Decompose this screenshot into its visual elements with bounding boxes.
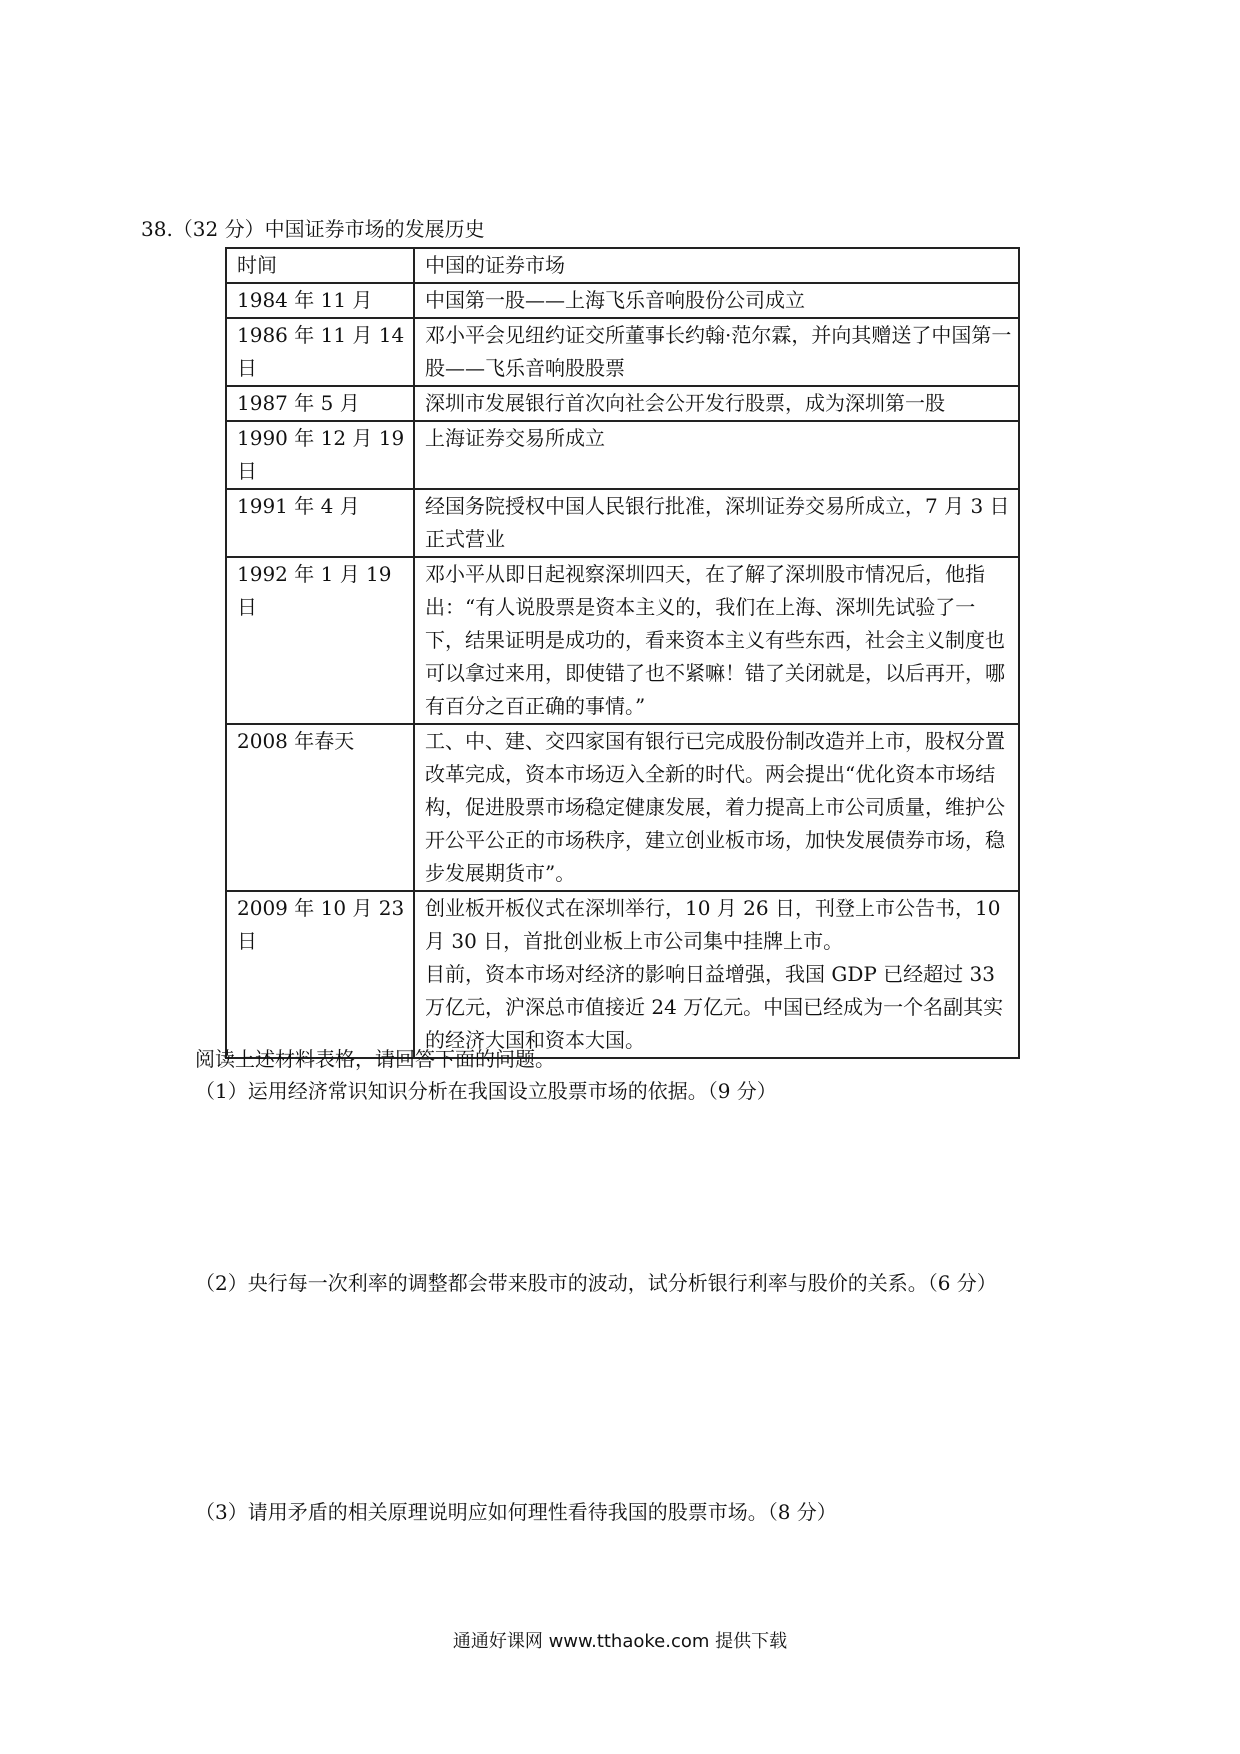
event-text: 工、中、建、交四家国有银行已完成股份制改造并上市，股权分置改革完成，资本市场迈入全新的时代。两会提出“优化资本市场结构，促进股票市场稳定健康发展，着力提高上市公司质量，维护公开公平公正的市场秩序，建立创业板市场，加快发展债券市场，稳步发展期货市”。 (425, 729, 1005, 885)
table-row (226, 386, 1019, 421)
row-time: 1992 年 1 月 19 日 (226, 557, 414, 724)
table-row (226, 421, 1019, 489)
row-time: 1984 年 11 月 (226, 283, 414, 318)
table-header-row (226, 248, 1019, 283)
event-text: 经国务院授权中国人民银行批准，深圳证券交易所成立，7 月 3 日正式营业 (425, 494, 1010, 551)
row-time: 1990 年 12 月 19 日 (226, 421, 414, 489)
table-row (226, 283, 1019, 318)
event-text: 上海证券交易所成立 (425, 426, 605, 450)
table-row (226, 318, 1019, 386)
history-table (225, 247, 1020, 1059)
sub-question-1: （1）运用经济常识知识分析在我国设立股票市场的依据。（9 分） (195, 1079, 777, 1103)
event-text: 邓小平从即日起视察深圳四天，在了解了深圳股市情况后，他指出：“有人说股票是资本主义的，我们在上海、深圳先试验了一下，结果证明是成功的，看来资本主义有些东西，社会主义制度也可以拿过来用，即使错了也不紧嘛！错了关闭就是，以后再开，哪有百分之百正确的事情。” (425, 562, 1005, 718)
question-title: 38.（32 分）中国证券市场的发展历史 (141, 217, 485, 241)
header-time: 时间 (226, 248, 414, 283)
row-event (414, 724, 1019, 891)
event-text: 创业板开板仪式在深圳举行，10 月 26 日，刊登上市公告书，10 月 30 日，首批创业板上市公司集中挂牌上市。 (425, 896, 1001, 953)
row-event (414, 557, 1019, 724)
table-row (226, 724, 1019, 891)
row-time: 2009 年 10 月 23 日 (226, 891, 414, 1058)
row-event (414, 386, 1019, 421)
row-time: 2008 年春天 (226, 724, 414, 891)
row-time: 1986 年 11 月 14 日 (226, 318, 414, 386)
sub-question-2: （2）央行每一次利率的调整都会带来股市的波动，试分析银行利率与股价的关系。（6 分） (195, 1271, 997, 1295)
table-row (226, 557, 1019, 724)
header-event: 中国的证券市场 (414, 248, 1019, 283)
row-time: 1991 年 4 月 (226, 489, 414, 557)
reading-instruction: 阅读上述材料表格，请回答下面的问题。 (195, 1047, 555, 1071)
row-event (414, 318, 1019, 386)
row-time: 1987 年 5 月 (226, 386, 414, 421)
row-event (414, 891, 1019, 1058)
row-event (414, 421, 1019, 489)
table-row (226, 891, 1019, 1058)
row-event (414, 489, 1019, 557)
footer-credit: 通通好课网 www.tthaoke.com 提供下载 (452, 1631, 788, 1652)
event-text: 深圳市发展银行首次向社会公开发行股票，成为深圳第一股 (425, 391, 945, 415)
event-text: 中国第一股——上海飞乐音响股份公司成立 (425, 288, 805, 312)
sub-question-3: （3）请用矛盾的相关原理说明应如何理性看待我国的股票市场。（8 分） (195, 1500, 837, 1524)
event-text: 邓小平会见纽约证交所董事长约翰·范尔霖，并向其赠送了中国第一股——飞乐音响股股票 (425, 323, 1012, 380)
table-row (226, 489, 1019, 557)
row-event (414, 283, 1019, 318)
event-text: 目前，资本市场对经济的影响日益增强，我国 GDP 已经超过 33 万亿元，沪深总市值接近 24 万亿元。中国已经成为一个名副其实的经济大国和资本大国。 (425, 962, 1004, 1052)
